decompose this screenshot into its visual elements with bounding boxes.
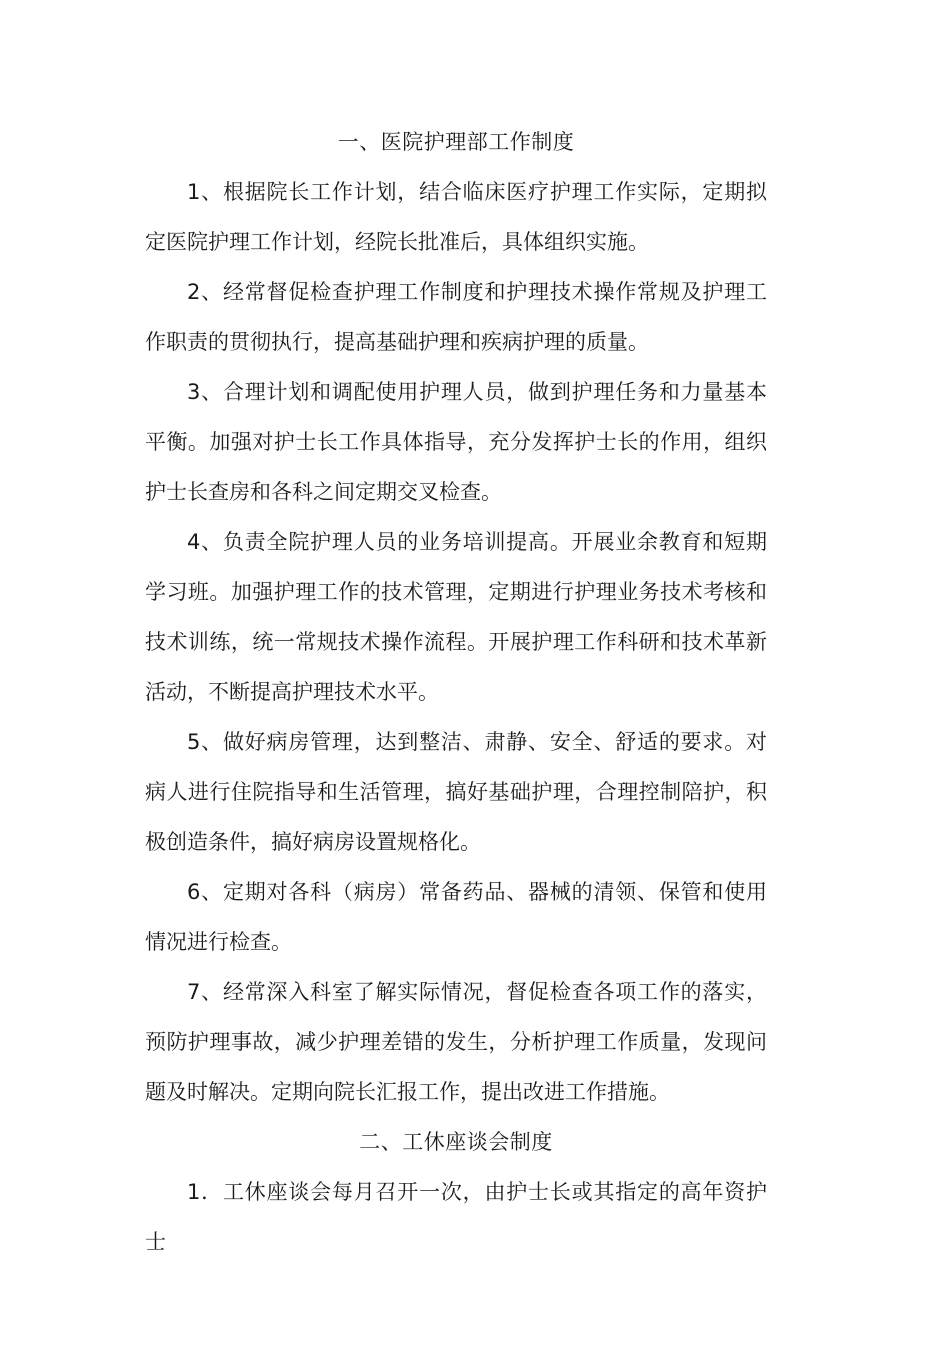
section-1-item-4: 4、负责全院护理人员的业务培训提高。开展业余教育和短期学习班。加强护理工作的技术管理，定期进行护理业务技术考核和技术训练，统一常规技术操作流程。开展护理工作科研和技术革新活动，不断提高护理技术水平。 <box>145 530 767 704</box>
section-1-item-1: 1、根据院长工作计划，结合临床医疗护理工作实际，定期拟定医院护理工作计划，经院长批准后，具体组织实施。 <box>145 180 767 254</box>
section-1-item-7: 7、经常深入科室了解实际情况，督促检查各项工作的落实，预防护理事故，减少护理差错的发生，分析护理工作质量，发现问题及时解决。定期向院长汇报工作，提出改进工作措施。 <box>145 980 767 1104</box>
section-2-item-1: 1．工休座谈会每月召开一次，由护士长或其指定的高年资护士 <box>145 1180 767 1254</box>
section-2-title: 二、工休座谈会制度 <box>359 1130 553 1154</box>
section-1-item-3: 3、合理计划和调配使用护理人员，做到护理任务和力量基本平衡。加强对护士长工作具体指导，充分发挥护士长的作用，组织护士长查房和各科之间定期交叉检查。 <box>145 380 767 504</box>
document-body <box>145 117 767 1267</box>
section-1-item-5: 5、做好病房管理，达到整洁、肃静、安全、舒适的要求。对病人进行住院指导和生活管理，搞好基础护理，合理控制陪护，积极创造条件，搞好病房设置规格化。 <box>145 730 767 854</box>
section-1-item-2: 2、经常督促检查护理工作制度和护理技术操作常规及护理工作职责的贯彻执行，提高基础护理和疾病护理的质量。 <box>145 280 767 354</box>
section-1-item-6: 6、定期对各科（病房）常备药品、器械的清领、保管和使用情况进行检查。 <box>145 880 767 954</box>
section-1-title: 一、医院护理部工作制度 <box>337 130 575 154</box>
